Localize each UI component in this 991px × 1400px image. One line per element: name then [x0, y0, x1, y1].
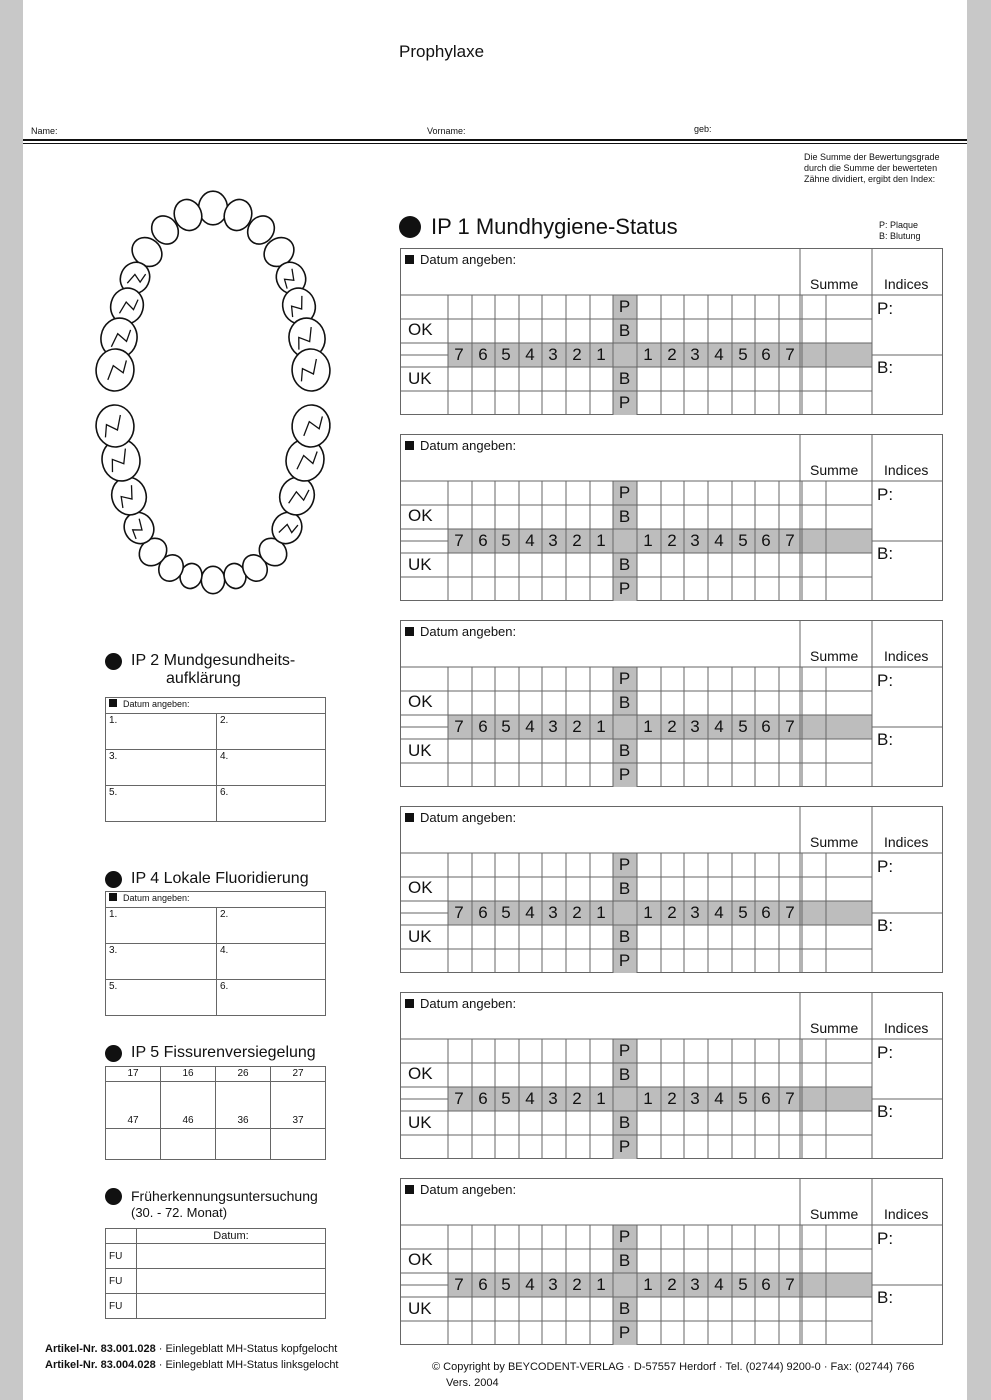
tooth-number: 1 [643, 717, 653, 736]
square-icon [405, 999, 414, 1008]
fu-label: FU [106, 1244, 137, 1269]
b-index-label: B: [877, 1288, 894, 1307]
b-row-label: B [618, 1065, 631, 1084]
tooth-number: 4 [714, 345, 724, 364]
summe-label: Summe [810, 834, 859, 850]
p-row-label: P [618, 1041, 631, 1060]
indices-label: Indices [884, 1206, 929, 1222]
bullet-icon [105, 1045, 122, 1062]
ok-label: OK [408, 878, 433, 897]
uk-label: UK [408, 369, 432, 388]
p-index-label: P: [877, 299, 894, 318]
b-row-label: B [618, 927, 631, 946]
tooth-number: 2 [572, 345, 582, 364]
tooth-number: 4 [525, 345, 535, 364]
tooth-number: 7 [454, 1275, 464, 1294]
tooth-number: 6 [478, 717, 488, 736]
p-index-label: P: [877, 857, 894, 876]
tooth-number: 37 [271, 1114, 326, 1129]
fu-label: FU [106, 1269, 137, 1294]
ip1-grid [400, 248, 943, 415]
tooth-number: 4 [714, 717, 724, 736]
tooth-number: 5 [501, 345, 511, 364]
indices-label: Indices [884, 648, 929, 664]
uk-label: UK [408, 741, 432, 760]
tooth-number: 6 [761, 1275, 771, 1294]
tooth-number: 1 [643, 1275, 653, 1294]
teeth-diagram-icon [83, 180, 343, 610]
ip5-cell[interactable] [271, 1129, 326, 1160]
tooth-number: 1 [643, 903, 653, 922]
bullet-icon [105, 653, 122, 670]
tooth-number: 6 [478, 1275, 488, 1294]
tooth-number: 1 [596, 903, 606, 922]
p-row-label: P [618, 393, 631, 412]
tooth-number: 1 [596, 1089, 606, 1108]
tooth-number: 3 [690, 531, 700, 550]
name-label: Name: [31, 126, 58, 136]
bullet-icon [105, 871, 122, 888]
tooth-number: 5 [501, 531, 511, 550]
tooth-number: 2 [667, 717, 677, 736]
tooth-number: 7 [785, 903, 795, 922]
p-row-label: P [618, 951, 631, 970]
tooth-number: 5 [501, 717, 511, 736]
tooth-number: 3 [690, 1275, 700, 1294]
tooth-number: 5 [501, 1089, 511, 1108]
ip4-table: Datum angeben: 1. 2. 3. 4. 5. 6. [105, 891, 326, 1016]
tooth-number: 3 [690, 1089, 700, 1108]
tooth-number: 5 [738, 1089, 748, 1108]
tooth-number: 1 [596, 1275, 606, 1294]
geb-label: geb: [694, 124, 712, 134]
tooth-number: 7 [785, 345, 795, 364]
ip5-cell[interactable] [216, 1082, 271, 1115]
b-row-label: B [618, 741, 631, 760]
tooth-number: 4 [525, 717, 535, 736]
ip4-cell[interactable]: 1. [106, 908, 217, 944]
tooth-number: 1 [643, 1089, 653, 1108]
tooth-number: 2 [667, 345, 677, 364]
tooth-number: 3 [690, 345, 700, 364]
tooth-number: 3 [548, 1089, 558, 1108]
b-row-label: B [618, 879, 631, 898]
tooth-number: 46 [161, 1114, 216, 1129]
summe-label: Summe [810, 648, 859, 664]
article-numbers: Artikel-Nr. 83.001.028 · Einlegeblatt MH-Status kopfgelocht Artikel-Nr. 83.004.028 · Einlegeblatt MH-Status linksgelocht [45, 1343, 339, 1371]
ip1-grid [400, 1178, 943, 1345]
ip2-cell[interactable]: 1. [106, 714, 217, 750]
p-index-label: P: [877, 671, 894, 690]
tooth-number: 4 [714, 531, 724, 550]
b-row-label: B [618, 693, 631, 712]
tooth-number: 2 [572, 903, 582, 922]
fu-cell[interactable] [137, 1269, 326, 1294]
tooth-number: 3 [548, 1275, 558, 1294]
b-index-label: B: [877, 358, 894, 377]
datum-label: Datum angeben: [405, 810, 516, 825]
datum-label: Datum angeben: [405, 996, 516, 1011]
ip5-cell[interactable] [161, 1082, 216, 1115]
tooth-number: 7 [785, 1275, 795, 1294]
header-rule-thin [23, 143, 967, 144]
tooth-number: 3 [690, 903, 700, 922]
tooth-number: 6 [761, 903, 771, 922]
square-icon [405, 441, 414, 450]
tooth-number: 5 [501, 903, 511, 922]
summe-label: Summe [810, 276, 859, 292]
ip1-status-block [400, 620, 943, 788]
tooth-number: 4 [525, 1089, 535, 1108]
tooth-number: 4 [525, 531, 535, 550]
fu-cell[interactable] [137, 1294, 326, 1319]
uk-label: UK [408, 1299, 432, 1318]
b-row-label: B [618, 369, 631, 388]
legend-blutung: B: Blutung [879, 231, 921, 241]
form-sheet [23, 0, 967, 1400]
tooth-number: 1 [596, 345, 606, 364]
indices-label: Indices [884, 462, 929, 478]
fu-datum-label: Datum: [137, 1229, 326, 1244]
tooth-number: 6 [761, 1089, 771, 1108]
tooth-number: 2 [572, 531, 582, 550]
tooth-number: 7 [785, 531, 795, 550]
p-row-label: P [618, 1137, 631, 1156]
tooth-number: 1 [643, 531, 653, 550]
tooth-number: 4 [714, 1275, 724, 1294]
tooth-number: 6 [478, 531, 488, 550]
tooth-number: 7 [454, 345, 464, 364]
p-index-label: P: [877, 485, 894, 504]
tooth-number: 7 [785, 717, 795, 736]
tooth-number: 5 [738, 345, 748, 364]
fu-label: FU [106, 1294, 137, 1319]
ip1-status-block [400, 806, 943, 974]
ip1-grid [400, 434, 943, 601]
ip2-cell[interactable]: 2. [217, 714, 326, 750]
tooth-number: 4 [714, 1089, 724, 1108]
tooth-number: 2 [667, 1089, 677, 1108]
vorname-label: Vorname: [427, 126, 466, 136]
ip1-grid [400, 992, 943, 1159]
fu-title: Früherkennungsuntersuchung (30. - 72. Monat) [105, 1188, 318, 1220]
square-icon [109, 893, 117, 901]
ip2-cell[interactable]: 6. [217, 786, 326, 822]
datum-label: Datum angeben: [405, 252, 516, 267]
p-row-label: P [618, 579, 631, 598]
tooth-number: 4 [714, 903, 724, 922]
tooth-number: 2 [572, 1089, 582, 1108]
indices-label: Indices [884, 1020, 929, 1036]
ip4-cell[interactable]: 5. [106, 980, 217, 1016]
tooth-number: 3 [548, 531, 558, 550]
p-index-label: P: [877, 1229, 894, 1248]
b-row-label: B [618, 1113, 631, 1132]
ip5-cell[interactable] [271, 1082, 326, 1115]
ip4-title: IP 4 Lokale Fluoridierung [105, 870, 309, 888]
ip1-status-block [400, 1178, 943, 1346]
ok-label: OK [408, 506, 433, 525]
ip4-cell[interactable]: 6. [217, 980, 326, 1016]
uk-label: UK [408, 555, 432, 574]
tooth-number: 3 [690, 717, 700, 736]
summe-label: Summe [810, 462, 859, 478]
p-row-label: P [618, 1323, 631, 1342]
ip5-cell[interactable] [106, 1129, 161, 1160]
tooth-number: 7 [785, 1089, 795, 1108]
tooth-number: 27 [271, 1067, 326, 1082]
summe-label: Summe [810, 1020, 859, 1036]
b-row-label: B [618, 507, 631, 526]
fu-table [105, 1228, 326, 1319]
ip2-cell[interactable]: 4. [217, 750, 326, 786]
tooth-number: 1 [596, 531, 606, 550]
tooth-number: 2 [667, 531, 677, 550]
tooth-number: 5 [738, 531, 748, 550]
ok-label: OK [408, 1064, 433, 1083]
tooth-number: 3 [548, 903, 558, 922]
ip4-cell[interactable]: 4. [217, 944, 326, 980]
tooth-number: 7 [454, 1089, 464, 1108]
tooth-number: 5 [501, 1275, 511, 1294]
indices-label: Indices [884, 834, 929, 850]
datum-label: Datum angeben: [405, 624, 516, 639]
uk-label: UK [408, 1113, 432, 1132]
ip2-cell[interactable]: 5. [106, 786, 217, 822]
summe-label: Summe [810, 1206, 859, 1222]
tooth-number: 3 [548, 717, 558, 736]
ok-label: OK [408, 320, 433, 339]
b-index-label: B: [877, 544, 894, 563]
datum-label: Datum angeben: [405, 1182, 516, 1197]
p-row-label: P [618, 855, 631, 874]
tooth-number: 5 [738, 717, 748, 736]
legend [879, 220, 921, 242]
tooth-number: 7 [454, 717, 464, 736]
square-icon [109, 699, 117, 707]
ip5-cell[interactable] [106, 1082, 161, 1115]
ip2-title: IP 2 Mundgesundheits- aufklärung [105, 652, 295, 688]
ip5-cell[interactable] [216, 1129, 271, 1160]
tooth-number: 17 [106, 1067, 161, 1082]
tooth-number: 4 [525, 903, 535, 922]
ip1-status-block [400, 248, 943, 416]
tooth-number: 2 [572, 1275, 582, 1294]
tooth-number: 1 [643, 345, 653, 364]
b-row-label: B [618, 321, 631, 340]
copyright: © Copyright by BEYCODENT-VERLAG · D-57557 Herdorf · Tel. (02744) 9200-0 · Fax: (02744) 766 Vers. 2004 [432, 1361, 915, 1389]
tooth-number: 2 [572, 717, 582, 736]
tooth-number: 6 [761, 531, 771, 550]
p-row-label: P [618, 1227, 631, 1246]
tooth-number: 47 [106, 1114, 161, 1129]
ip1-status-block [400, 434, 943, 602]
tooth-number: 4 [525, 1275, 535, 1294]
tooth-number: 7 [454, 903, 464, 922]
b-row-label: B [618, 555, 631, 574]
bullet-icon [399, 216, 421, 238]
square-icon [405, 627, 414, 636]
legend-plaque: P: Plaque [879, 220, 919, 230]
tooth-number: 6 [761, 717, 771, 736]
p-row-label: P [618, 483, 631, 502]
tooth-number: 6 [478, 1089, 488, 1108]
ip2-table: Datum angeben: 1. 2. 3. 4. 5. 6. [105, 697, 326, 822]
p-index-label: P: [877, 1043, 894, 1062]
ip1-title: IP 1 Mundhygiene-Status [399, 214, 678, 240]
header-rule [23, 139, 967, 141]
page-title: Prophylaxe [399, 42, 485, 61]
ip1-status-block [400, 992, 943, 1160]
tooth-number: 1 [596, 717, 606, 736]
square-icon [405, 813, 414, 822]
ip2-cell[interactable]: 3. [106, 750, 217, 786]
tooth-number: 16 [161, 1067, 216, 1082]
tooth-number: 2 [667, 903, 677, 922]
tooth-number: 5 [738, 1275, 748, 1294]
tooth-number: 36 [216, 1114, 271, 1129]
ok-label: OK [408, 1250, 433, 1269]
tooth-number: 6 [478, 903, 488, 922]
p-row-label: P [618, 765, 631, 784]
tooth-number: 7 [454, 531, 464, 550]
indices-label: Indices [884, 276, 929, 292]
square-icon [405, 255, 414, 264]
b-row-label: B [618, 1299, 631, 1318]
ip5-title: IP 5 Fissurenversiegelung [105, 1044, 316, 1062]
ip4-cell[interactable]: 3. [106, 944, 217, 980]
b-index-label: B: [877, 730, 894, 749]
ip1-grid [400, 806, 943, 973]
datum-label: Datum angeben: [405, 438, 516, 453]
tooth-number: 26 [216, 1067, 271, 1082]
ip1-grid [400, 620, 943, 787]
ip5-table [105, 1066, 326, 1160]
b-index-label: B: [877, 916, 894, 935]
uk-label: UK [408, 927, 432, 946]
fu-cell[interactable] [137, 1244, 326, 1269]
b-row-label: B [618, 1251, 631, 1270]
tooth-number: 5 [738, 903, 748, 922]
ip4-cell[interactable]: 2. [217, 908, 326, 944]
index-note: Die Summe der Bewertungsgrade durch die Summe der bewerteten Zähne dividiert, ergibt den Index: [804, 152, 940, 184]
ok-label: OK [408, 692, 433, 711]
tooth-number: 6 [761, 345, 771, 364]
tooth-number: 2 [667, 1275, 677, 1294]
square-icon [405, 1185, 414, 1194]
ip5-cell[interactable] [161, 1129, 216, 1160]
bullet-icon [105, 1188, 122, 1205]
p-row-label: P [618, 669, 631, 688]
tooth-number: 3 [548, 345, 558, 364]
b-index-label: B: [877, 1102, 894, 1121]
tooth-number: 6 [478, 345, 488, 364]
p-row-label: P [618, 297, 631, 316]
